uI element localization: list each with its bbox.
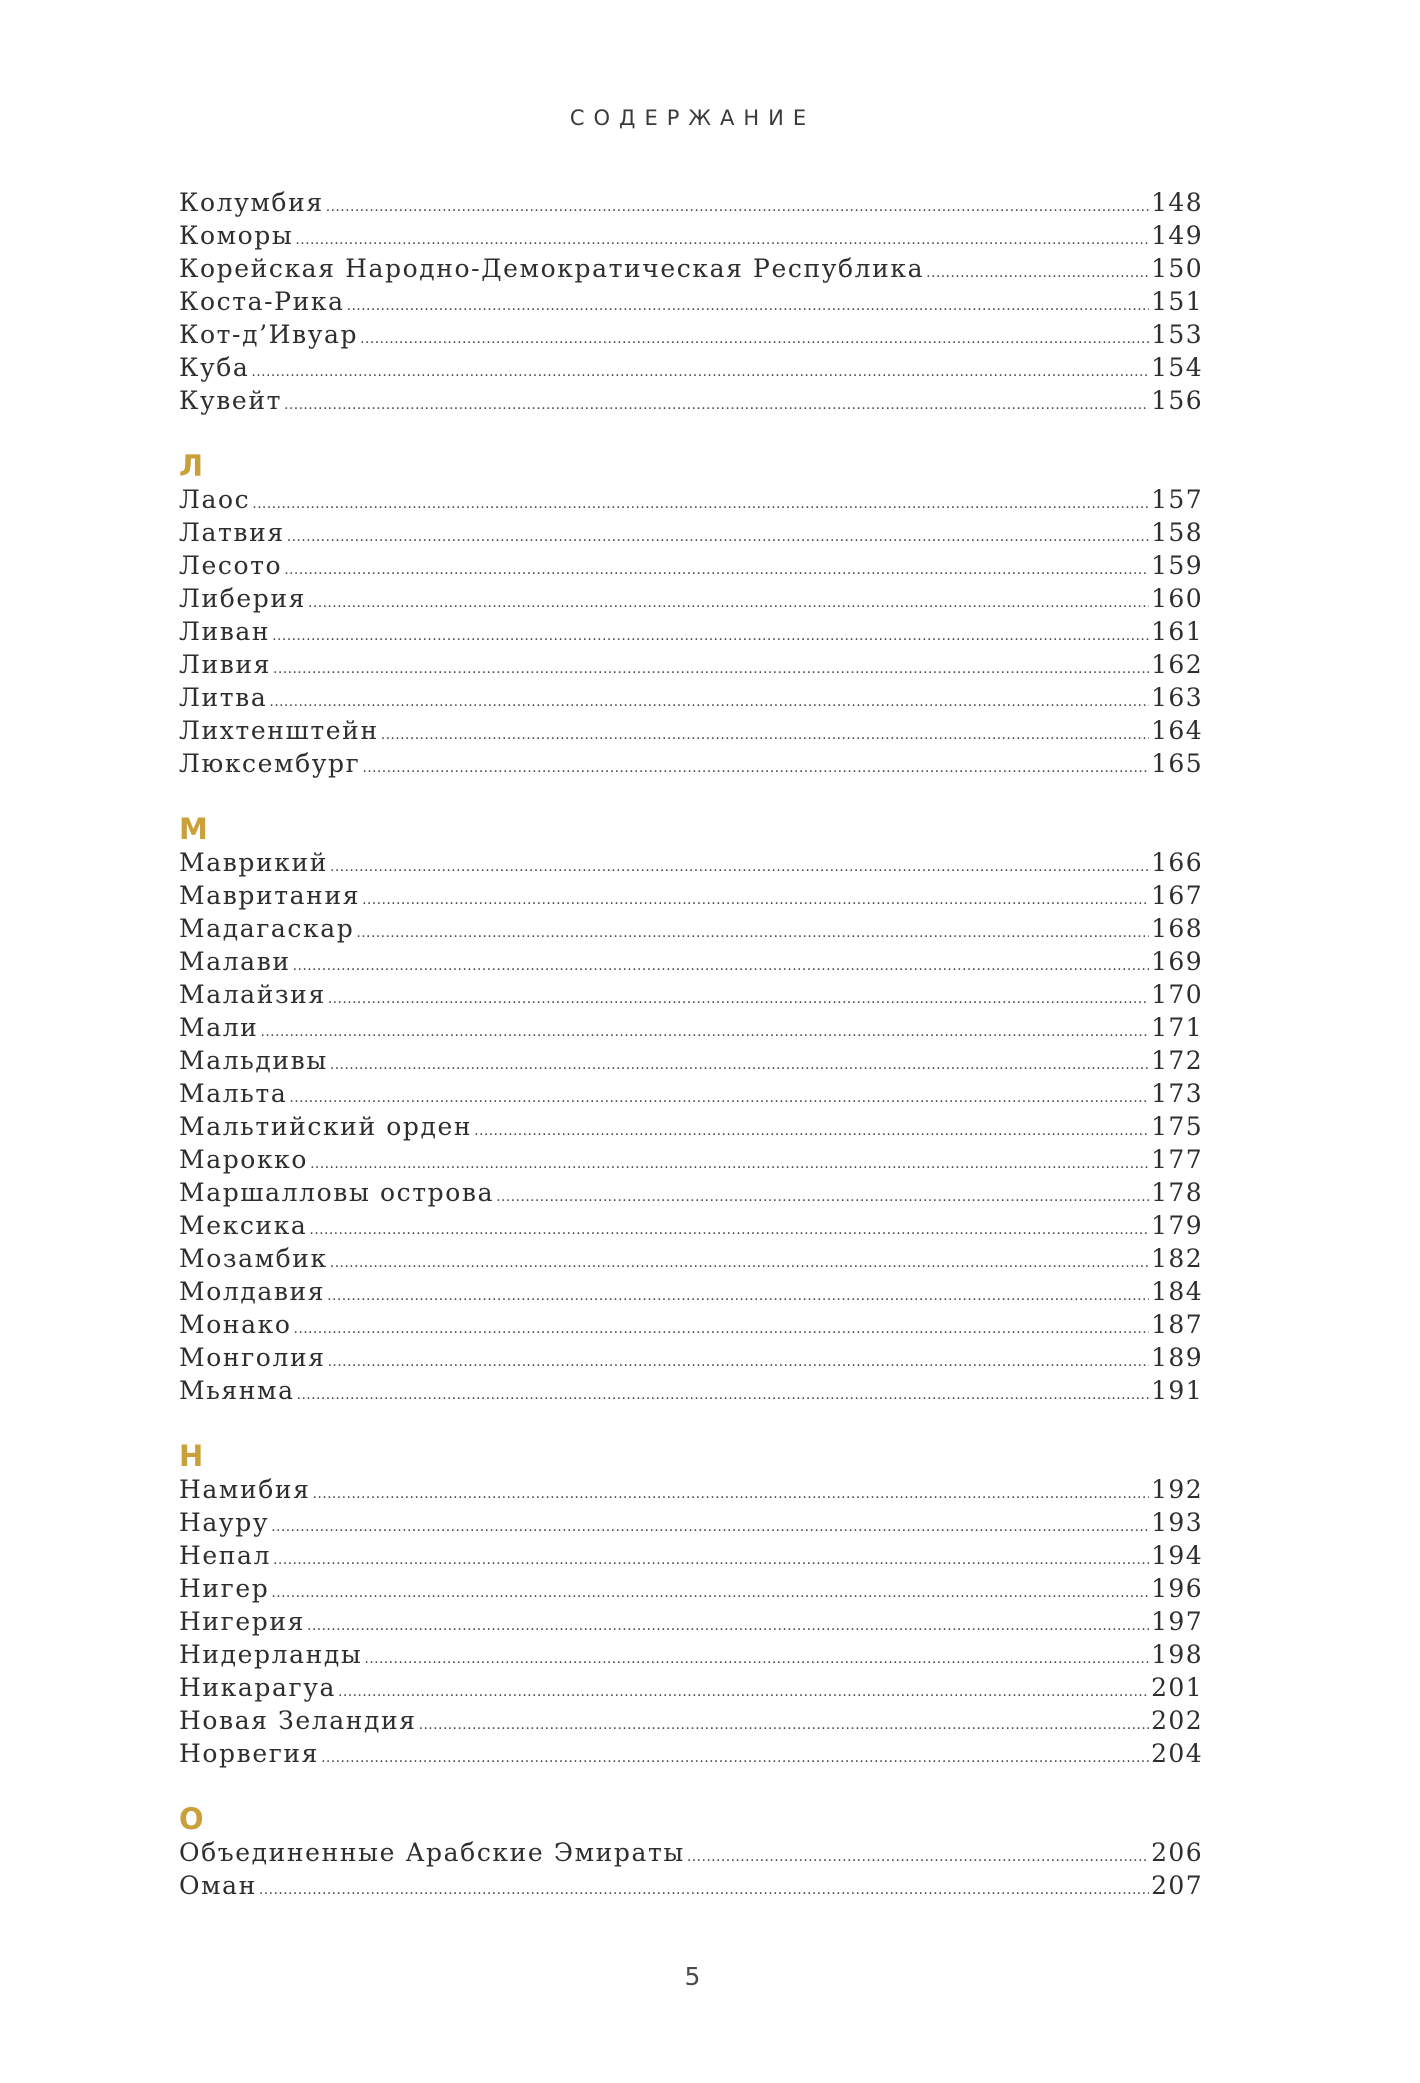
toc-entry[interactable] bbox=[179, 1704, 1203, 1737]
entry-title: Мальтийский орден bbox=[179, 1112, 473, 1141]
toc-entry[interactable] bbox=[179, 615, 1203, 648]
dot-leader bbox=[273, 653, 1149, 686]
dot-leader bbox=[356, 917, 1149, 950]
dot-leader bbox=[330, 1247, 1149, 1280]
entry-page-number: 169 bbox=[1151, 947, 1203, 976]
dot-leader bbox=[364, 1643, 1149, 1676]
toc-entry[interactable] bbox=[179, 1176, 1203, 1209]
toc-entry[interactable] bbox=[179, 1506, 1203, 1539]
entry-page-number: 175 bbox=[1151, 1112, 1203, 1141]
entry-page-number: 177 bbox=[1151, 1145, 1203, 1174]
dot-leader bbox=[273, 1544, 1149, 1577]
entry-title: Мозамбик bbox=[179, 1244, 328, 1273]
dot-leader bbox=[360, 323, 1149, 356]
toc-entry[interactable] bbox=[179, 1209, 1203, 1242]
toc-entry[interactable] bbox=[179, 1275, 1203, 1308]
entry-title: Монако bbox=[179, 1310, 292, 1339]
toc-section bbox=[179, 1803, 1203, 1902]
entry-title: Норвегия bbox=[179, 1739, 320, 1768]
dot-leader bbox=[309, 1214, 1149, 1247]
entry-title: Маврикий bbox=[179, 848, 328, 877]
entry-title: Монголия bbox=[179, 1343, 326, 1372]
entry-page-number: 184 bbox=[1151, 1277, 1203, 1306]
dot-leader bbox=[259, 1874, 1149, 1907]
entry-page-number: 162 bbox=[1151, 650, 1203, 679]
toc-entry[interactable] bbox=[179, 384, 1203, 417]
entry-page-number: 167 bbox=[1151, 881, 1203, 910]
entry-title: Мали bbox=[179, 1013, 259, 1042]
entry-title: Литва bbox=[179, 683, 268, 712]
toc-entry[interactable] bbox=[179, 1242, 1203, 1275]
page-number: 5 bbox=[684, 1962, 701, 1991]
entry-title: Марокко bbox=[179, 1145, 309, 1174]
toc-section bbox=[179, 186, 1203, 417]
entry-page-number: 149 bbox=[1151, 221, 1203, 250]
entry-page-number: 164 bbox=[1151, 716, 1203, 745]
toc-entry[interactable] bbox=[179, 978, 1203, 1011]
toc-entry[interactable] bbox=[179, 681, 1203, 714]
entry-title: Лаос bbox=[179, 485, 251, 514]
entry-title: Латвия bbox=[179, 518, 285, 547]
entry-page-number: 157 bbox=[1151, 485, 1203, 514]
entry-title: Оман bbox=[179, 1871, 257, 1900]
entry-title: Куба bbox=[179, 353, 250, 382]
toc-entry[interactable] bbox=[179, 1143, 1203, 1176]
toc-entry[interactable] bbox=[179, 1308, 1203, 1341]
entry-title: Мадагаскар bbox=[179, 914, 355, 943]
toc-entry[interactable] bbox=[179, 1737, 1203, 1770]
entry-page-number: 159 bbox=[1151, 551, 1203, 580]
entry-page-number: 170 bbox=[1151, 980, 1203, 1009]
entry-title: Малави bbox=[179, 947, 291, 976]
entry-title: Нидерланды bbox=[179, 1640, 363, 1669]
toc-entry[interactable] bbox=[179, 582, 1203, 615]
toc-entry[interactable] bbox=[179, 714, 1203, 747]
dot-leader bbox=[284, 554, 1149, 587]
entry-page-number: 187 bbox=[1151, 1310, 1203, 1339]
entry-page-number: 160 bbox=[1151, 584, 1203, 613]
entry-page-number: 151 bbox=[1151, 287, 1203, 316]
toc-entry[interactable] bbox=[179, 879, 1203, 912]
entry-title: Ливан bbox=[179, 617, 271, 646]
entry-title: Кот-д’Ивуар bbox=[179, 320, 359, 349]
dot-leader bbox=[271, 1577, 1149, 1610]
toc-entry[interactable] bbox=[179, 549, 1203, 582]
entry-title: Лесото bbox=[179, 551, 283, 580]
entry-page-number: 148 bbox=[1151, 188, 1203, 217]
entry-title: Никарагуа bbox=[179, 1673, 337, 1702]
toc-entry[interactable] bbox=[179, 516, 1203, 549]
toc-entry[interactable] bbox=[179, 1374, 1203, 1407]
entry-title: Объединенные Арабские Эмираты bbox=[179, 1838, 685, 1867]
entry-page-number: 154 bbox=[1151, 353, 1203, 382]
dot-leader bbox=[362, 884, 1149, 917]
entry-page-number: 156 bbox=[1151, 386, 1203, 415]
section-letter: О bbox=[179, 1802, 204, 1836]
entry-page-number: 182 bbox=[1151, 1244, 1203, 1273]
dot-leader bbox=[926, 257, 1149, 290]
entry-page-number: 201 bbox=[1151, 1673, 1203, 1702]
toc-entry[interactable] bbox=[179, 1110, 1203, 1143]
dot-leader bbox=[327, 1280, 1149, 1313]
toc-entry[interactable] bbox=[179, 285, 1203, 318]
dot-leader bbox=[271, 1511, 1149, 1544]
entry-page-number: 165 bbox=[1151, 749, 1203, 778]
section-letter: М bbox=[179, 812, 208, 846]
entry-title: Нигер bbox=[179, 1574, 270, 1603]
entry-page-number: 150 bbox=[1151, 254, 1203, 283]
toc-entry[interactable] bbox=[179, 1836, 1203, 1869]
entry-title: Молдавия bbox=[179, 1277, 326, 1306]
dot-leader bbox=[330, 851, 1149, 884]
dot-leader bbox=[297, 1379, 1149, 1412]
toc-section bbox=[179, 813, 1203, 1407]
toc-entry[interactable] bbox=[179, 1341, 1203, 1374]
toc-section bbox=[179, 450, 1203, 780]
dot-leader bbox=[272, 620, 1149, 653]
dot-leader bbox=[328, 983, 1149, 1016]
toc-entry[interactable] bbox=[179, 186, 1203, 219]
entry-page-number: 196 bbox=[1151, 1574, 1203, 1603]
toc-entry[interactable] bbox=[179, 1605, 1203, 1638]
entry-title: Мавритания bbox=[179, 881, 361, 910]
toc-entry[interactable] bbox=[179, 846, 1203, 879]
page-title: СОДЕРЖАНИЕ bbox=[569, 106, 816, 130]
entry-title: Науру bbox=[179, 1508, 270, 1537]
entry-title: Нигерия bbox=[179, 1607, 305, 1636]
dot-leader bbox=[330, 1049, 1149, 1082]
entry-title: Новая Зеландия bbox=[179, 1706, 417, 1735]
toc-entry[interactable] bbox=[179, 1011, 1203, 1044]
toc-entry[interactable] bbox=[179, 219, 1203, 252]
dot-leader bbox=[419, 1709, 1149, 1742]
entry-page-number: 166 bbox=[1151, 848, 1203, 877]
toc-entry[interactable] bbox=[179, 1572, 1203, 1605]
entry-page-number: 179 bbox=[1151, 1211, 1203, 1240]
entry-title: Кувейт bbox=[179, 386, 283, 415]
entry-page-number: 202 bbox=[1151, 1706, 1203, 1735]
entry-page-number: 198 bbox=[1151, 1640, 1203, 1669]
section-letter: Н bbox=[179, 1439, 204, 1473]
toc-entry[interactable] bbox=[179, 912, 1203, 945]
entry-title: Ливия bbox=[179, 650, 272, 679]
dot-leader bbox=[269, 686, 1149, 719]
toc-entry[interactable] bbox=[179, 351, 1203, 384]
entry-page-number: 189 bbox=[1151, 1343, 1203, 1372]
toc-entry[interactable] bbox=[179, 1044, 1203, 1077]
entry-page-number: 204 bbox=[1151, 1739, 1203, 1768]
toc-entry[interactable] bbox=[179, 945, 1203, 978]
entry-page-number: 172 bbox=[1151, 1046, 1203, 1075]
entry-title: Либерия bbox=[179, 584, 307, 613]
dot-leader bbox=[381, 719, 1149, 752]
dot-leader bbox=[308, 587, 1149, 620]
table-of-contents bbox=[179, 186, 1203, 1902]
dot-leader bbox=[687, 1841, 1149, 1874]
toc-entry[interactable] bbox=[179, 483, 1203, 516]
entry-page-number: 197 bbox=[1151, 1607, 1203, 1636]
entry-title: Коста-Рика bbox=[179, 287, 345, 316]
dot-leader bbox=[293, 950, 1149, 983]
dot-leader bbox=[313, 1478, 1150, 1511]
dot-leader bbox=[321, 1742, 1149, 1775]
entry-title: Коморы bbox=[179, 221, 294, 250]
entry-page-number: 191 bbox=[1151, 1376, 1203, 1405]
entry-page-number: 178 bbox=[1151, 1178, 1203, 1207]
entry-title: Непал bbox=[179, 1541, 272, 1570]
entry-page-number: 173 bbox=[1151, 1079, 1203, 1108]
entry-title: Корейская Народно-Демократическая Республика bbox=[179, 254, 925, 283]
entry-title: Малайзия bbox=[179, 980, 326, 1009]
entry-page-number: 194 bbox=[1151, 1541, 1203, 1570]
entry-page-number: 168 bbox=[1151, 914, 1203, 943]
dot-leader bbox=[260, 1016, 1149, 1049]
entry-page-number: 163 bbox=[1151, 683, 1203, 712]
dot-leader bbox=[284, 389, 1149, 422]
section-letter: Л bbox=[179, 449, 204, 483]
dot-leader bbox=[294, 1313, 1150, 1346]
entry-page-number: 153 bbox=[1151, 320, 1203, 349]
entry-page-number: 193 bbox=[1151, 1508, 1203, 1537]
entry-page-number: 192 bbox=[1151, 1475, 1203, 1504]
dot-leader bbox=[251, 356, 1149, 389]
entry-title: Намибия bbox=[179, 1475, 311, 1504]
entry-title: Мьянма bbox=[179, 1376, 295, 1405]
entry-page-number: 206 bbox=[1151, 1838, 1203, 1867]
dot-leader bbox=[328, 1346, 1150, 1379]
toc-entry[interactable] bbox=[179, 648, 1203, 681]
entry-title: Маршалловы острова bbox=[179, 1178, 495, 1207]
dot-leader bbox=[287, 521, 1149, 554]
entry-title: Мальта bbox=[179, 1079, 288, 1108]
toc-entry[interactable] bbox=[179, 252, 1203, 285]
toc-entry[interactable] bbox=[179, 1869, 1203, 1902]
entry-title: Лихтенштейн bbox=[179, 716, 379, 745]
dot-leader bbox=[252, 488, 1149, 521]
entry-page-number: 171 bbox=[1151, 1013, 1203, 1042]
toc-section bbox=[179, 1440, 1203, 1770]
entry-page-number: 161 bbox=[1151, 617, 1203, 646]
dot-leader bbox=[307, 1610, 1149, 1643]
toc-entry[interactable] bbox=[179, 1539, 1203, 1572]
toc-entry[interactable] bbox=[179, 1638, 1203, 1671]
toc-entry[interactable] bbox=[179, 318, 1203, 351]
dot-leader bbox=[496, 1181, 1149, 1214]
dot-leader bbox=[362, 752, 1149, 785]
toc-entry[interactable] bbox=[179, 747, 1203, 780]
entry-title: Люксембург bbox=[179, 749, 361, 778]
dot-leader bbox=[474, 1115, 1149, 1148]
entry-page-number: 158 bbox=[1151, 518, 1203, 547]
entry-title: Мексика bbox=[179, 1211, 308, 1240]
toc-entry[interactable] bbox=[179, 1473, 1203, 1506]
dot-leader bbox=[326, 191, 1149, 224]
dot-leader bbox=[347, 290, 1149, 323]
toc-entry[interactable] bbox=[179, 1671, 1203, 1704]
toc-entry[interactable] bbox=[179, 1077, 1203, 1110]
entry-title: Колумбия bbox=[179, 188, 324, 217]
dot-leader bbox=[338, 1676, 1149, 1709]
entry-page-number: 207 bbox=[1151, 1871, 1203, 1900]
entry-title: Мальдивы bbox=[179, 1046, 328, 1075]
